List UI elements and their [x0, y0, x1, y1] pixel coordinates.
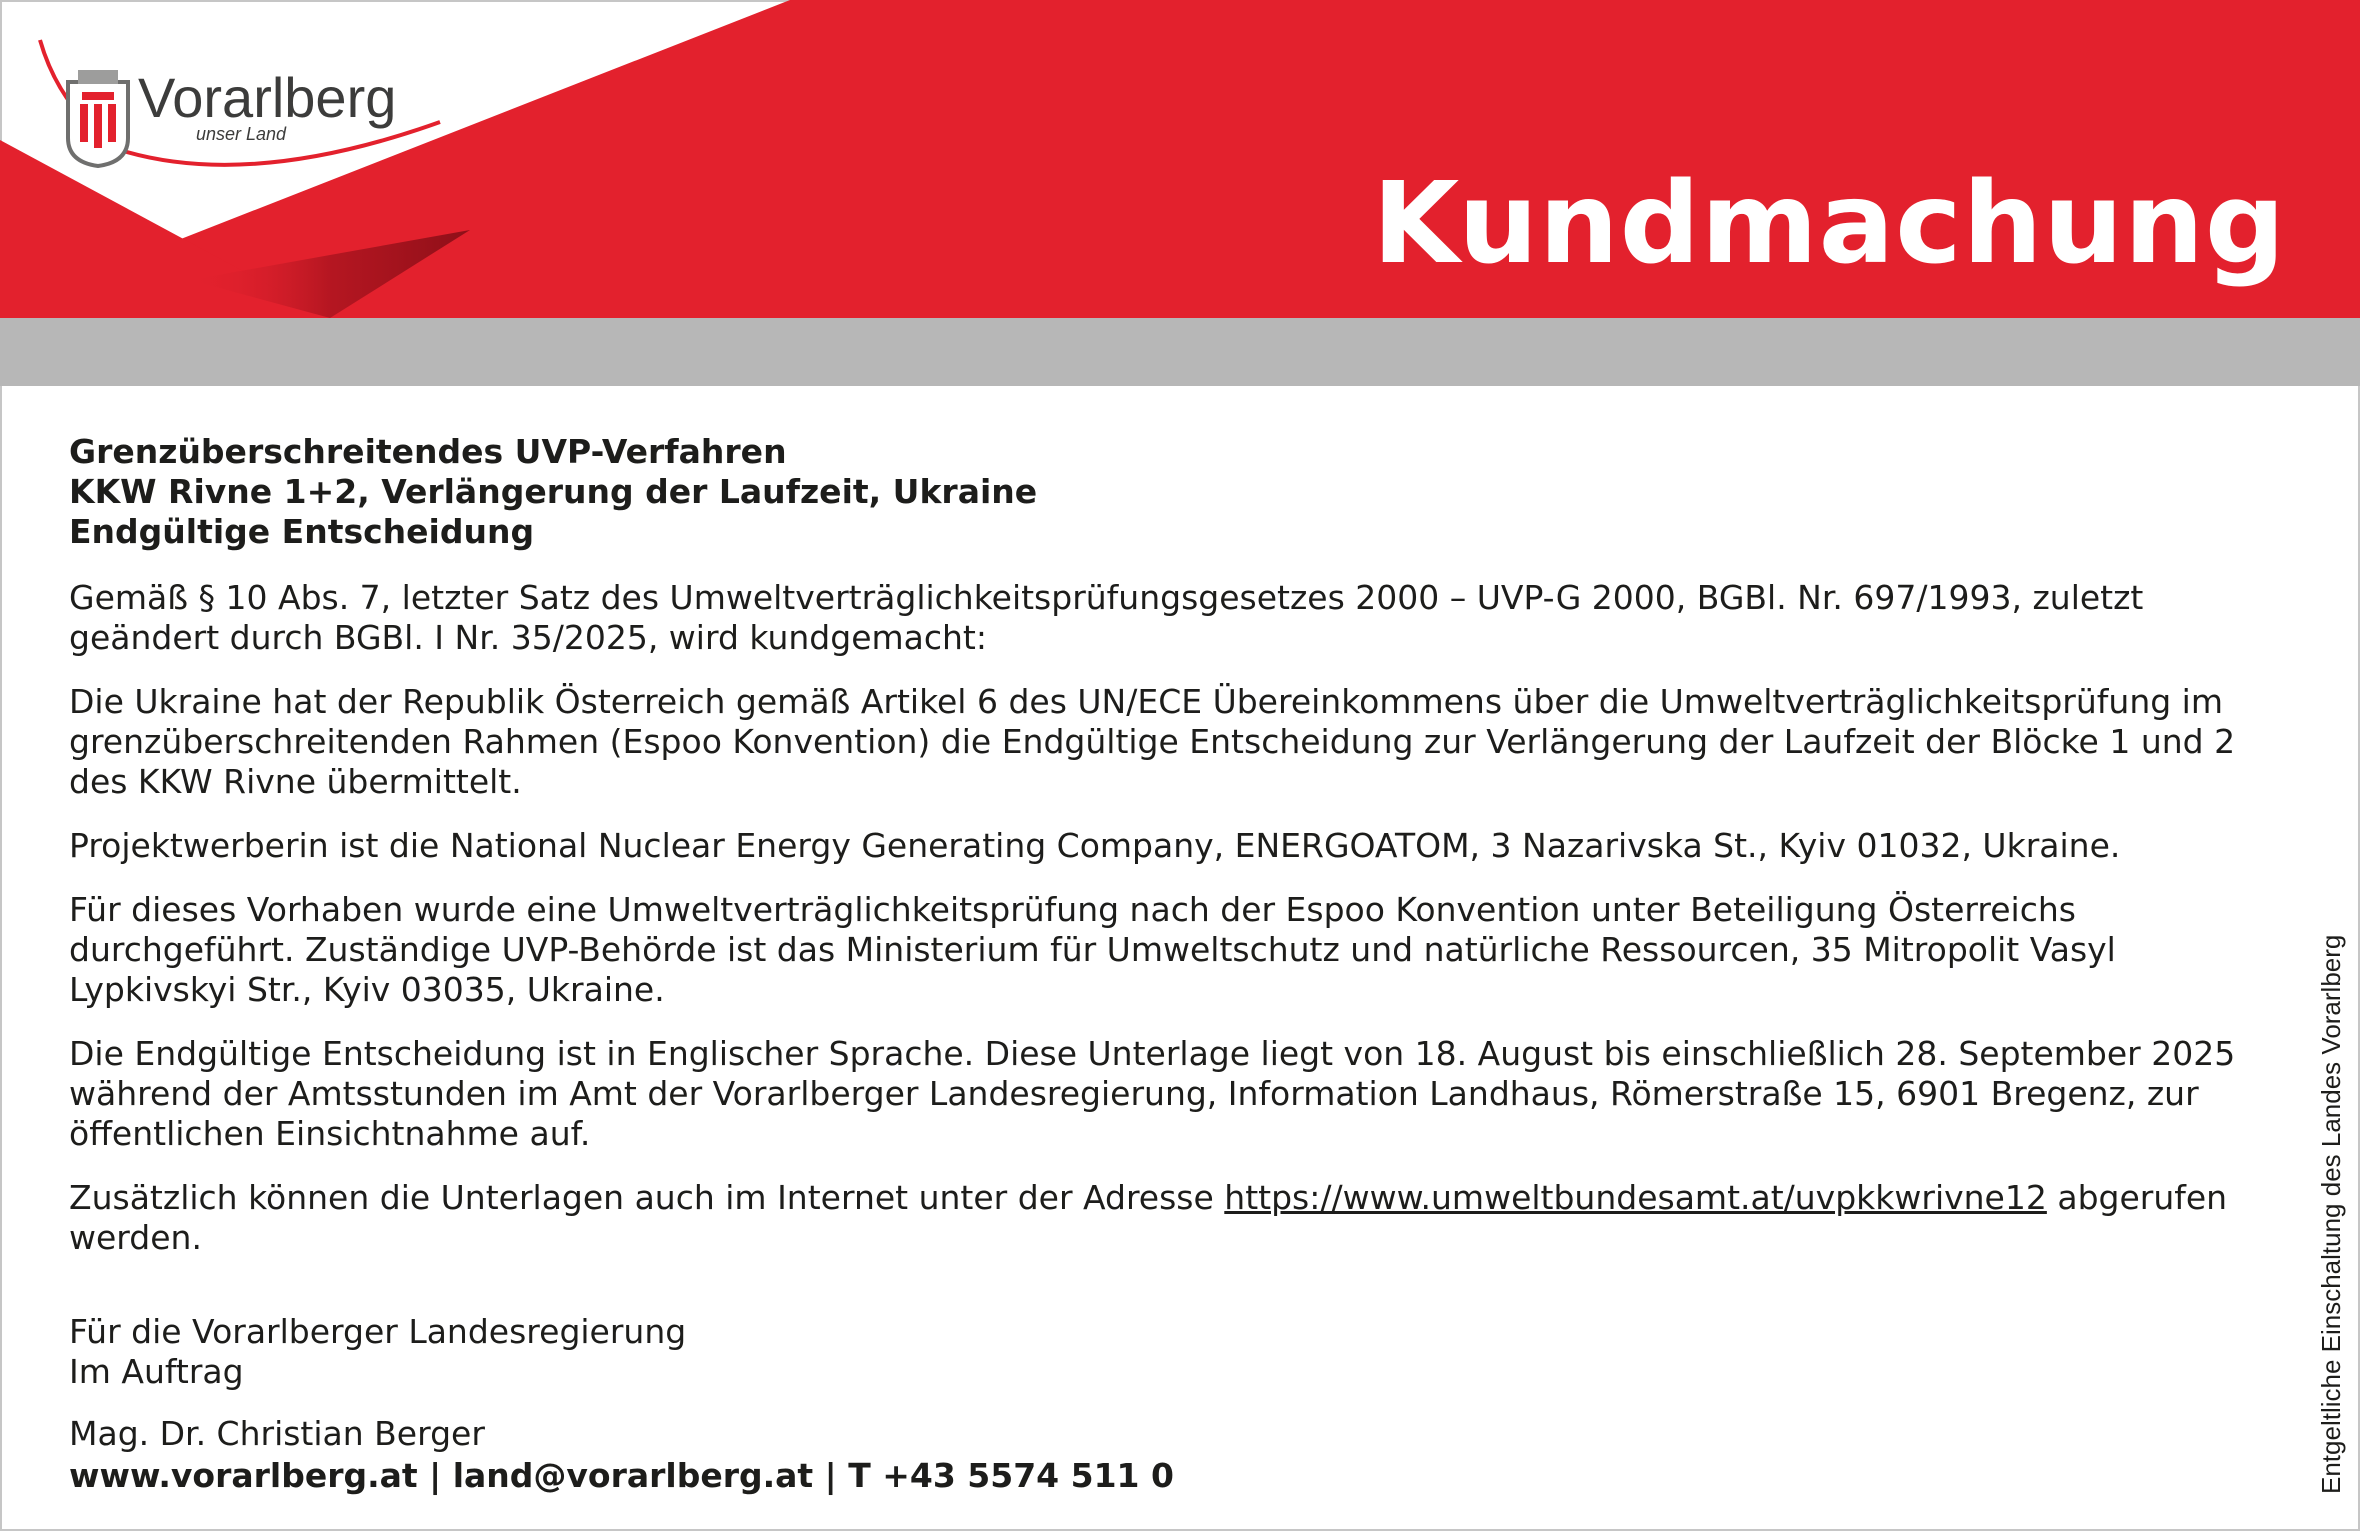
closing-line-1: Für die Vorarlberger Landesregierung	[69, 1312, 687, 1351]
footer-contact: www.vorarlberg.at | land@vorarlberg.at | T +43 5574 511 0	[69, 1456, 1174, 1495]
paragraph-authority: Für dieses Vorhaben wurde eine Umweltverträglichkeitsprüfung nach der Espoo Konvention unter Beteiligung Österreichs durchgeführt. Zuständige UVP-Behörde ist das Ministerium für Umweltschutz und natürliche Ressourcen, 35 Mitropolit Vasyl Lypkivskyi Str., Kyiv 03035, Ukraine.	[69, 890, 2116, 1009]
announcement-body	[69, 432, 2289, 1454]
paragraph-applicant: Projektwerberin ist die National Nuclear Energy Generating Company, ENERGOATOM, 3 Nazarivska St., Kyiv 01032, Ukraine.	[69, 826, 2121, 865]
closing-line-2: Im Auftrag	[69, 1352, 244, 1391]
page-title: Kundmachung	[1372, 159, 2286, 289]
internet-text-before: Zusätzlich können die Unterlagen auch im Internet unter der Adresse	[69, 1178, 1225, 1217]
logo-wordmark: Vorarlberg	[138, 66, 397, 129]
gray-band	[0, 318, 2360, 386]
closing-block	[69, 1312, 2289, 1454]
document-link[interactable]: https://www.umweltbundesamt.at/uvpkkwrivne12	[1224, 1178, 2047, 1217]
paragraph-decision: Die Ukraine hat der Republik Österreich gemäß Artikel 6 des UN/ECE Übereinkommens über die Umweltverträglichkeitsprüfung im grenzüberschreitenden Rahmen (Espoo Konvention) die Endgültige Entscheidung zur Verlängerung der Laufzeit der Blöcke 1 und 2 des KKW Rivne übermittelt.	[69, 682, 2236, 801]
heading-line: Endgültige Entscheidung	[69, 512, 535, 551]
paragraph-legal-basis: Gemäß § 10 Abs. 7, letzter Satz des Umweltverträglichkeitsprüfungsgesetzes 2000 – UVP-G 2000, BGBl. Nr. 697/1993, zuletzt geändert durch BGBl. I Nr. 35/2025, wird kundgemacht:	[69, 578, 2144, 657]
coat-of-arms-icon	[68, 70, 128, 166]
paragraph-inspection: Die Endgültige Entscheidung ist in Englischer Sprache. Diese Unterlage liegt von 18. August bis einschließlich 28. September 2025 während der Amtsstunden im Amt der Vorarlberger Landesregierung, Information Landhaus, Römerstraße 15, 6901 Bregenz, zur öffentlichen Einsichtnahme auf.	[69, 1034, 2236, 1153]
side-note-vertical: Entgeltliche Einschaltung des Landes Vorarlberg	[2316, 934, 2346, 1494]
logo-tagline: unser Land	[196, 124, 287, 144]
internet-text-after: abgerufen werden.	[69, 1178, 2228, 1257]
heading-line: KKW Rivne 1+2, Verlängerung der Laufzeit, Ukraine	[69, 472, 1038, 511]
announcement-heading	[69, 432, 2289, 552]
signatory: Mag. Dr. Christian Berger	[69, 1414, 485, 1453]
heading-line: Grenzüberschreitendes UVP-Verfahren	[69, 432, 787, 471]
paragraph-internet	[69, 1178, 2289, 1258]
